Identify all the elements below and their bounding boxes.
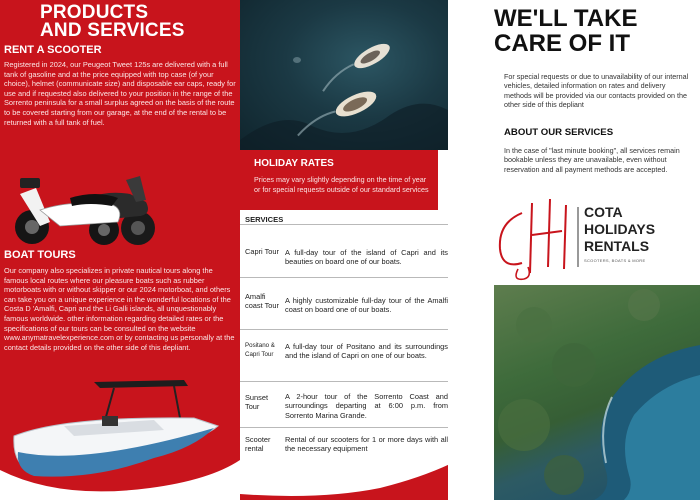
service-name: Capri Tour xyxy=(245,247,279,256)
middle-panel xyxy=(240,0,448,500)
service-description: A full-day tour of the island of Capri and its beauties on board one of our boats. xyxy=(285,248,448,267)
table-row xyxy=(240,330,450,382)
service-name: Positano & Capri Tour xyxy=(245,342,275,358)
service-description: A full-day tour of Positano and its surroundings and the island of Capri on one of our boats. xyxy=(285,342,448,361)
boat-tours-text: Our company also specializes in private nautical tours along the famous local routes where our pleasure boats such as rubber motorboats with or without skipper or our 2024 motorboat, and others can take you on a unique experience in the wonderful locations of the Costa D 'Amalfi, Capri and the Li Galli islands, all unquestionably famous worldwide. other information regarding detailed rates or the specifications of our tours can be consulted on the website www.anymatravelexperience.com or by contacting us personally at the contact details provided on the other side of this depliant. xyxy=(4,266,235,352)
cove-aerial-image xyxy=(494,285,700,500)
service-description: A 2-hour tour of the Sorrento Coast and surroundings departing at 6:00 p.m. from Sorrento Marina Grande. xyxy=(285,392,448,420)
service-name: Amalfi coast Tour xyxy=(245,292,279,311)
special-requests-text: For special requests or due to unavailability of our internal vehicles, detailed information on rates and delivery methods will be provided via our contacts provided on the other side of this depliant xyxy=(504,72,689,109)
holiday-rates-title: HOLIDAY RATES xyxy=(254,158,334,169)
rent-scooter-text: Registered in 2024, our Peugeot Tweet 125s are delivered with a full tank of gasoline and at the price equipped with top case (of your choice), helmet (communicate size) and disposable ear caps, ready for use and if requested also delivered to your position in the range of the Sorrento peninsula for a small surplus agreed on the basis of the route to be covered starting from our garage, at the end of the rental to be returned with a full tank of fuel. xyxy=(4,60,236,127)
service-description: Rental of our scooters for 1 or more days with all the necessary equipment xyxy=(285,435,448,454)
take-care-heading: WE'LL TAKE CARE OF IT xyxy=(494,5,638,57)
sea-boats-photo xyxy=(240,0,448,150)
table-row xyxy=(240,225,450,278)
right-panel xyxy=(448,0,700,500)
cota-logo-text: COTA HOLIDAYS RENTALS xyxy=(584,204,656,254)
service-name: Scooter rental xyxy=(245,435,271,454)
holiday-rates-box xyxy=(240,150,438,210)
holiday-rates-text: Prices may vary slightly depending on the time of year or for special requests outside of our standard services xyxy=(254,175,429,194)
service-description: A highly customizable full-day tour of the Amalfi coast on board one of our boats. xyxy=(285,296,448,315)
left-panel xyxy=(0,0,240,500)
scooters-image xyxy=(0,170,170,246)
coastline-aerial-photo xyxy=(494,285,700,500)
products-services-heading: PRODUCTS AND SERVICES xyxy=(40,2,185,41)
about-services-title: ABOUT OUR SERVICES xyxy=(504,127,614,138)
service-name: Sunset Tour xyxy=(245,393,269,412)
services-table-title: SERVICES xyxy=(245,215,284,224)
rent-scooter-title: RENT A SCOOTER xyxy=(4,44,102,56)
about-services-text: In the case of "last minute booking", all services remain bookable unless they are unavailable, even without reservation and all payment methods are accepted. xyxy=(504,146,680,174)
motorboat-image xyxy=(4,376,224,486)
table-row xyxy=(240,278,450,330)
logo-tagline: SCOOTERS, BOATS & MORE xyxy=(584,258,646,263)
table-row xyxy=(240,382,450,428)
boats-aerial-image xyxy=(240,0,448,150)
boat-tours-title: BOAT TOURS xyxy=(4,249,76,261)
bottom-red-curve xyxy=(240,460,450,500)
